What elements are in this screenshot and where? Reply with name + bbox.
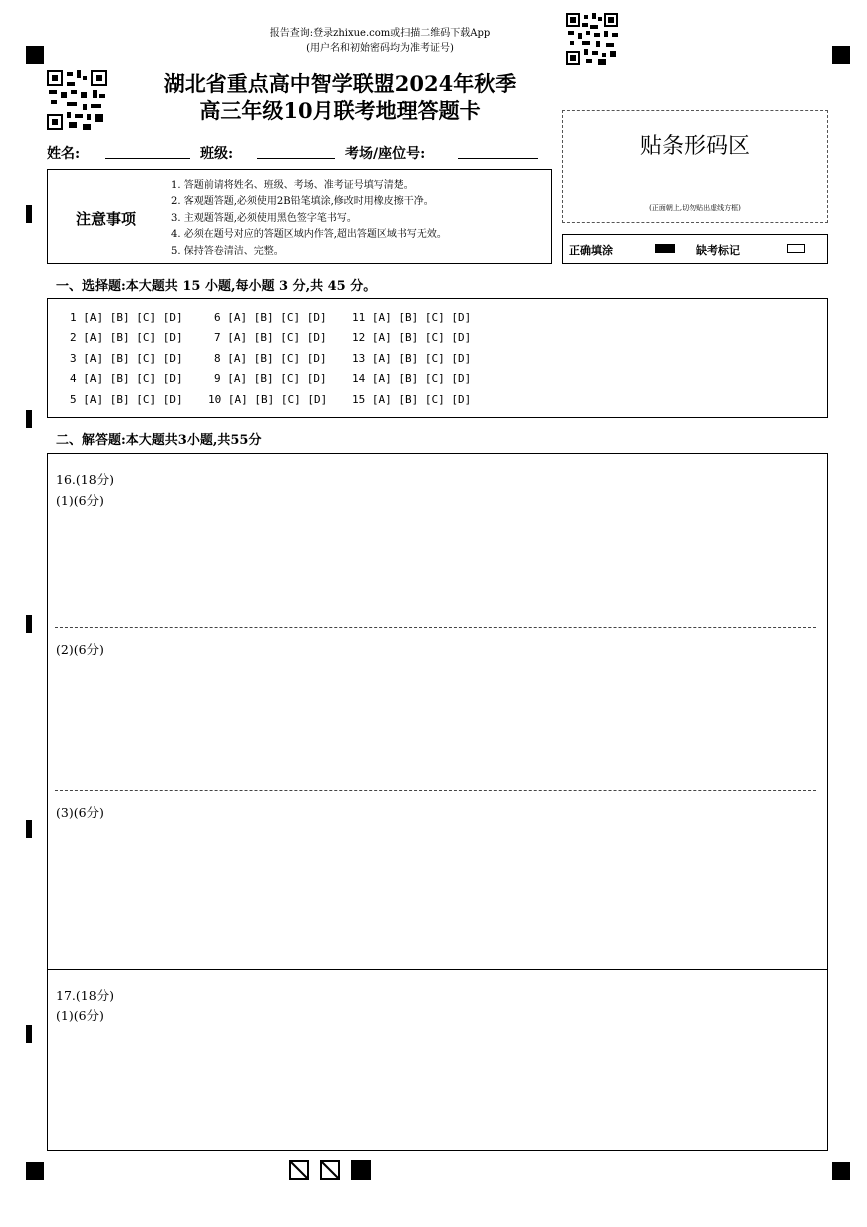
choice-row[interactable]: 9 [A] [B] [C] [D] (214, 372, 327, 385)
correct-fill-sample (655, 244, 675, 253)
choice-row[interactable]: 8 [A] [B] [C] [D] (214, 352, 327, 365)
choice-row[interactable]: 3 [A] [B] [C] [D] (70, 352, 183, 365)
corner-mark-bottom-right (832, 1162, 850, 1180)
choice-row[interactable]: 15 [A] [B] [C] [D] (352, 393, 472, 406)
choice-row[interactable]: 1 [A] [B] [C] [D] (70, 311, 183, 324)
q17-part1-label: (1)(6分) (56, 1008, 104, 1023)
section1-title: 一、选择题:本大题共 15 小题,每小题 3 分,共 45 分。 (56, 279, 377, 294)
notice-box (47, 169, 552, 264)
qr-code-left (47, 70, 107, 130)
choice-row[interactable]: 10 [A] [B] [C] [D] (208, 393, 328, 406)
fill-legend-box (562, 234, 828, 264)
qr-code-top (566, 13, 618, 65)
corner-mark-top-right (832, 46, 850, 64)
corner-mark-bottom-left (26, 1162, 44, 1180)
class-field[interactable] (257, 158, 335, 159)
q17-header: 17.(18分) (56, 988, 115, 1003)
choice-row[interactable]: 4 [A] [B] [C] [D] (70, 372, 183, 385)
q16-part1-label: (1)(6分) (56, 493, 104, 508)
page-marker-crossed-box (320, 1160, 340, 1180)
exam-title-line1: 湖北省重点高中智学联盟2024年秋季 (163, 71, 517, 96)
notice-item: 1. 答题前请将姓名、班级、考场、准考证号填写清楚。 (171, 180, 414, 191)
notice-item: 5. 保持答卷清洁、完整。 (171, 245, 284, 257)
choice-row[interactable]: 6 [A] [B] [C] [D] (214, 311, 327, 324)
page-marker-filled-box (351, 1160, 371, 1180)
absent-mark-label: 缺考标记 (696, 244, 740, 257)
timing-mark (26, 615, 32, 633)
notice-list (171, 178, 447, 260)
report-query-note: 报告查询:登录zhixue.com或扫描二维码下载App (269, 28, 491, 39)
class-label: 班级: (200, 146, 234, 162)
barcode-note: (正面朝上,切勿贴出虚线方框) (649, 204, 741, 212)
choice-row[interactable]: 5 [A] [B] [C] [D] (70, 393, 183, 406)
seat-field[interactable] (458, 158, 538, 159)
notice-item: 3. 主观题答题,必须使用黑色签字笔书写。 (171, 212, 357, 224)
section2-title: 二、解答题:本大题共3小题,共55分 (56, 433, 262, 448)
choice-row[interactable]: 13 [A] [B] [C] [D] (352, 352, 472, 365)
q16-part3-label: (3)(6分) (56, 805, 104, 820)
q16-part2-label: (2)(6分) (56, 642, 104, 657)
corner-mark-top-left (26, 46, 44, 64)
choice-row[interactable]: 12 [A] [B] [C] [D] (352, 331, 472, 344)
exam-title-line2: 高三年级10月联考地理答题卡 (199, 98, 481, 123)
choice-box (47, 298, 828, 418)
timing-mark (26, 410, 32, 428)
barcode-title: 贴条形码区 (639, 134, 750, 159)
part-divider (55, 790, 816, 791)
timing-mark (26, 1025, 32, 1043)
choice-row[interactable]: 2 [A] [B] [C] [D] (70, 331, 183, 344)
name-field[interactable] (105, 158, 190, 159)
absent-mark-checkbox[interactable] (787, 244, 805, 253)
choice-row[interactable]: 11 [A] [B] [C] [D] (352, 311, 472, 324)
notice-item: 4. 必须在题号对应的答题区域内作答,超出答题区域书写无效。 (171, 229, 447, 241)
choice-row[interactable]: 14 [A] [B] [C] [D] (352, 372, 472, 385)
timing-mark (26, 820, 32, 838)
notice-item: 2. 客观题答题,必须使用2B铅笔填涂,修改时用橡皮擦干净。 (171, 196, 434, 208)
barcode-area[interactable] (562, 110, 828, 223)
choice-row[interactable]: 7 [A] [B] [C] [D] (214, 331, 327, 344)
answer-box-q16[interactable] (47, 453, 828, 970)
answer-box-q17[interactable] (47, 969, 828, 1151)
part-divider (55, 627, 816, 628)
page-marker-crossed-box (289, 1160, 309, 1180)
correct-fill-label: 正确填涂 (569, 244, 613, 257)
credentials-note: (用户名和初始密码均为准考证号) (306, 43, 454, 54)
timing-mark (26, 205, 32, 223)
seat-label: 考场/座位号: (345, 146, 426, 162)
notice-title: 注意事项 (76, 210, 137, 228)
q16-header: 16.(18分) (56, 472, 115, 487)
name-label: 姓名: (47, 146, 81, 162)
